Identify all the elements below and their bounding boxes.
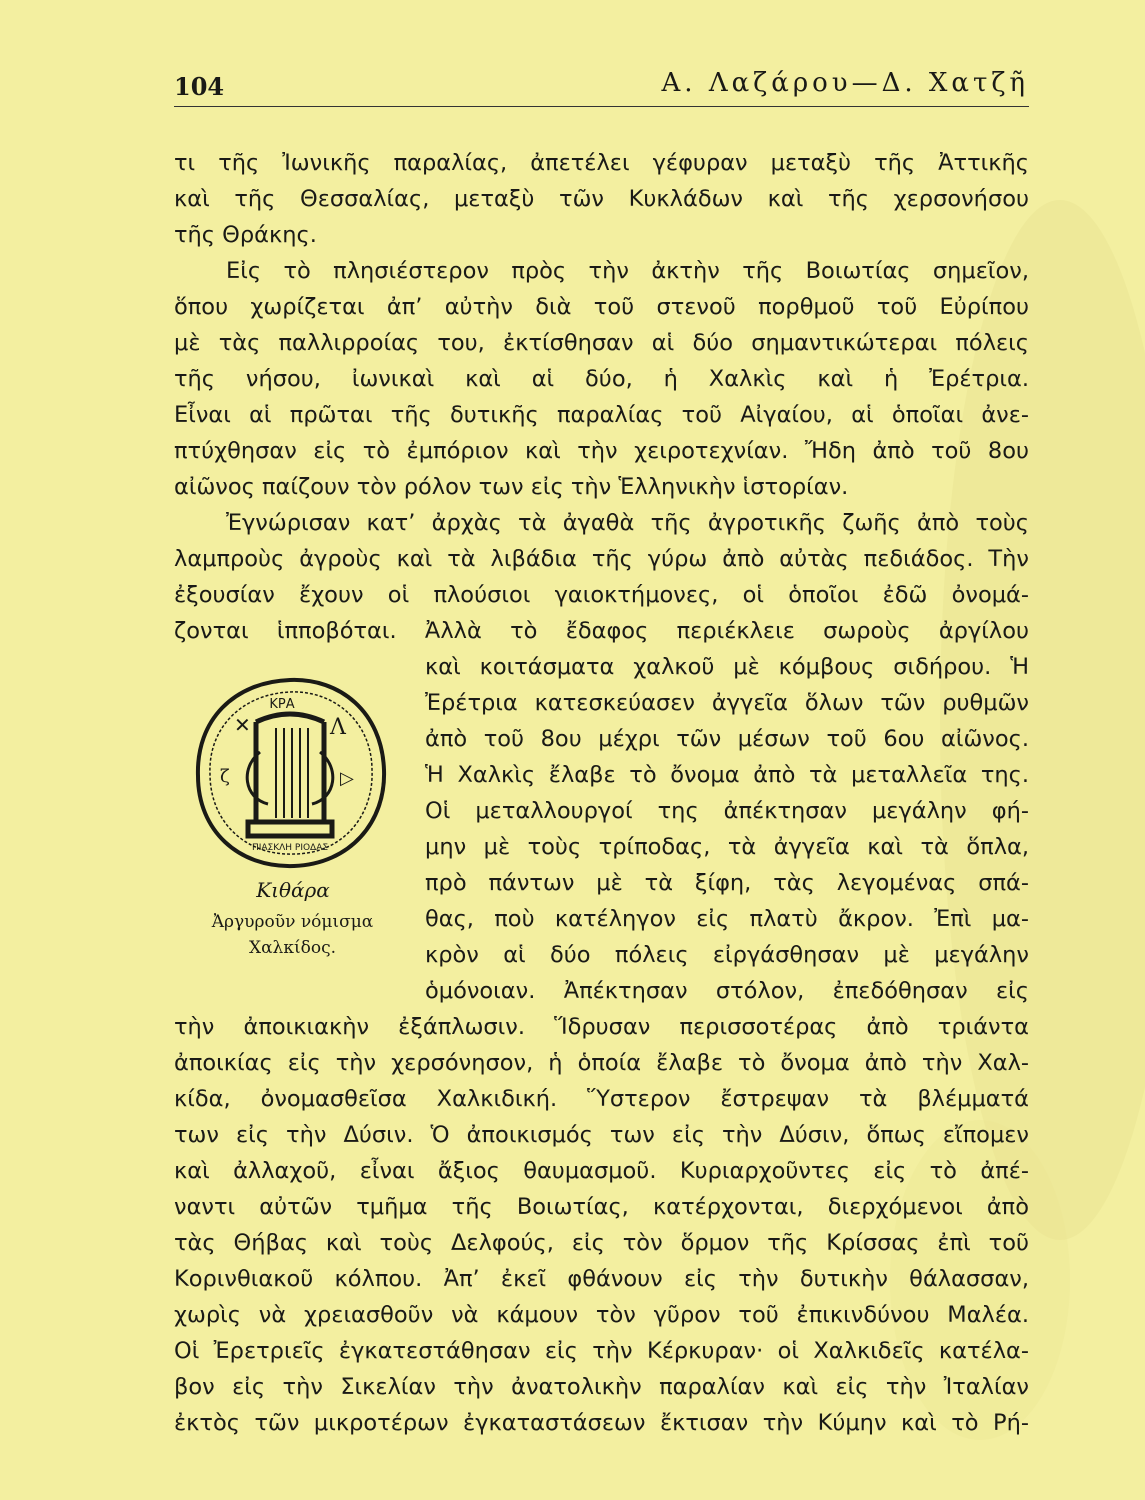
lyre-arms — [247, 752, 333, 804]
figure-caption-title: Κιθάρα — [256, 878, 330, 902]
figure-caption-line: Χαλκίδος. — [248, 938, 337, 958]
text-line: τι τῆς Ἰωνικῆς παραλίας, ἀπετέλει γέφυραν μεταξὺ τῆς Ἀττικῆς — [174, 150, 1029, 176]
text-line: ἀποικίας εἰς τὴν χερσόνησον, ἡ ὁποία ἔλαβε τὸ ὄνομα ἀπὸ τὴν Χαλ- — [174, 1050, 1029, 1076]
text-line: τῆς Θράκης. — [174, 222, 317, 248]
figure-caption-line: Ἀργυροῦν νόμισμα — [211, 912, 374, 932]
lyre-frame — [248, 714, 332, 836]
text-line: Εἰς τὸ πλησιέστερον πρὸς τὴν ἀκτὴν τῆς Βοιωτίας σημεῖον, — [226, 258, 1029, 284]
text-line: ζονται ἱπποβόται. Ἀλλὰ τὸ ἔδαφος περιέκλειε σωροὺς ἀργίλου — [174, 618, 1029, 644]
text-line: ἐξουσίαν ἔχουν οἱ πλούσιοι γαιοκτήμονες, οἱ ὁποῖοι ἐδῶ ὀνομά- — [174, 582, 1029, 608]
text-line: τῆς νήσου, ἰωνικαὶ καὶ αἱ δύο, ἡ Χαλκὶς καὶ ἡ Ἐρέτρια. — [174, 366, 1029, 392]
text-line: πρὸ πάντων μὲ τὰ ξίφη, τὰς λεγομένας σπά- — [425, 870, 1029, 896]
text-line: χωρὶς νὰ χρειασθοῦν νὰ κάμουν τὸν γῦρον τοῦ ἐπικινδύνου Μαλέα. — [174, 1302, 1029, 1328]
coin-symbol-right: Λ — [330, 715, 346, 740]
text-line: τὰς Θήβας καὶ τοὺς Δελφούς, εἰς τὸν ὅρμον τῆς Κρίσσας ἐπὶ τοῦ — [174, 1230, 1029, 1256]
text-line: μὲ τὰς παλλιρροίας του, ἐκτίσθησαν αἱ δύο σημαντικώτεραι πόλεις — [174, 330, 1029, 356]
coin-illustration — [190, 672, 390, 872]
text-line: λαμπροὺς ἀγροὺς καὶ τὰ λιβάδια τῆς γύρω ἀπὸ αὐτὰς πεδιάδος. Τὴν — [174, 546, 1029, 572]
coin-inscription-bottom: ΠΙΑΣΚΛΗ ΡΙΟΔΑΣ — [251, 843, 329, 853]
page-number: 104 — [174, 72, 225, 101]
text-line: αἰῶνος παίζουν τὸν ρόλον των εἰς τὴν Ἑλληνικὴν ἱστορίαν. — [174, 474, 849, 500]
header-rule — [174, 106, 1029, 107]
text-line: Ἐγνώρισαν κατ’ ἀρχὰς τὰ ἀγαθὰ τῆς ἀγροτικῆς ζωῆς ἀπὸ τοὺς — [226, 510, 1029, 536]
page-header — [174, 66, 1029, 100]
text-line: των εἰς τὴν Δύσιν. Ὁ ἀποικισμός των εἰς τὴν Δύσιν, ὅπως εἴπομεν — [174, 1122, 1029, 1148]
coin-inscription-top: ΚΡΑ — [269, 697, 295, 712]
text-line: κίδα, ὀνομασθεῖσα Χαλκιδική. Ὕστερον ἔστρεψαν τὰ βλέμματά — [174, 1086, 1029, 1112]
text-line: τὴν ἀποικιακὴν ἐξάπλωσιν. Ἵδρυσαν περισσοτέρας ἀπὸ τριάντα — [174, 1014, 1029, 1040]
text-line: Εἶναι αἱ πρῶται τῆς δυτικῆς παραλίας τοῦ Αἰγαίου, αἱ ὁποῖαι ἀνε- — [174, 402, 1029, 428]
text-line: ἀπὸ τοῦ 8ου μέχρι τῶν μέσων τοῦ 6ου αἰῶνος. — [425, 726, 1029, 752]
coin-symbol-side-right: ▷ — [340, 768, 354, 789]
lyre-strings — [276, 728, 308, 818]
text-line: καὶ ἀλλαχοῦ, εἶναι ἄξιος θαυμασμοῦ. Κυριαρχοῦντες εἰς τὸ ἀπέ- — [174, 1158, 1029, 1184]
text-line: Οἱ Ἐρετριεῖς ἐγκατεστάθησαν εἰς τὴν Κέρκυραν· οἱ Χαλκιδεῖς κατέλα- — [174, 1338, 1029, 1364]
text-line: βον εἰς τὴν Σικελίαν τὴν ἀνατολικὴν παραλίαν καὶ εἰς τὴν Ἰταλίαν — [174, 1374, 1029, 1400]
coin-symbol-side: ζ — [220, 766, 230, 787]
text-line: πτύχθησαν εἰς τὸ ἐμπόριον καὶ τὴν χειροτεχνίαν. Ἤδη ἀπὸ τοῦ 8ου — [174, 438, 1029, 464]
coin-symbol-left: ✕ — [234, 713, 251, 737]
text-line: ἐκτὸς τῶν μικροτέρων ἐγκαταστάσεων ἔκτισαν τὴν Κύμην καὶ τὸ Ρή- — [174, 1410, 1029, 1436]
text-line: Ἐρέτρια κατεσκεύασεν ἀγγεῖα ὅλων τῶν ρυθμῶν — [425, 690, 1029, 716]
running-head: Α. Λαζάρου—Δ. Χατζῆ — [661, 68, 1029, 98]
text-line: ὁμόνοιαν. Ἀπέκτησαν στόλον, ἐπεδόθησαν εἰς — [425, 978, 1029, 1004]
text-line: μην μὲ τοὺς τρίποδας, τὰ ἀγγεῖα καὶ τὰ ὅπλα, — [425, 834, 1029, 860]
text-line: καὶ τῆς Θεσσαλίας, μεταξὺ τῶν Κυκλάδων καὶ τῆς χερσονήσου — [174, 186, 1029, 212]
text-line: κρὸν αἱ δύο πόλεις εἰργάσθησαν μὲ μεγάλην — [425, 942, 1029, 968]
text-line: καὶ κοιτάσματα χαλκοῦ μὲ κόμβους σιδήρου. Ἡ — [425, 654, 1029, 680]
text-line: Οἱ μεταλλουργοί της ἀπέκτησαν μεγάλην φή- — [425, 798, 1029, 824]
text-line: Ἡ Χαλκὶς ἔλαβε τὸ ὄνομα ἀπὸ τὰ μεταλλεῖα της. — [425, 762, 1029, 788]
text-line: ναντι αὐτῶν τμῆμα τῆς Βοιωτίας, κατέρχονται, διερχόμενοι ἀπὸ — [174, 1194, 1029, 1220]
text-line: Κορινθιακοῦ κόλπου. Ἀπ’ ἐκεῖ φθάνουν εἰς τὴν δυτικὴν θάλασσαν, — [174, 1266, 1029, 1292]
text-line: ὅπου χωρίζεται ἀπ’ αὐτὴν διὰ τοῦ στενοῦ πορθμοῦ τοῦ Εὐρίπου — [174, 294, 1029, 320]
text-line: θας, ποὺ κατέληγον εἰς πλατὺ ἄκρον. Ἐπὶ μα- — [425, 906, 1029, 932]
